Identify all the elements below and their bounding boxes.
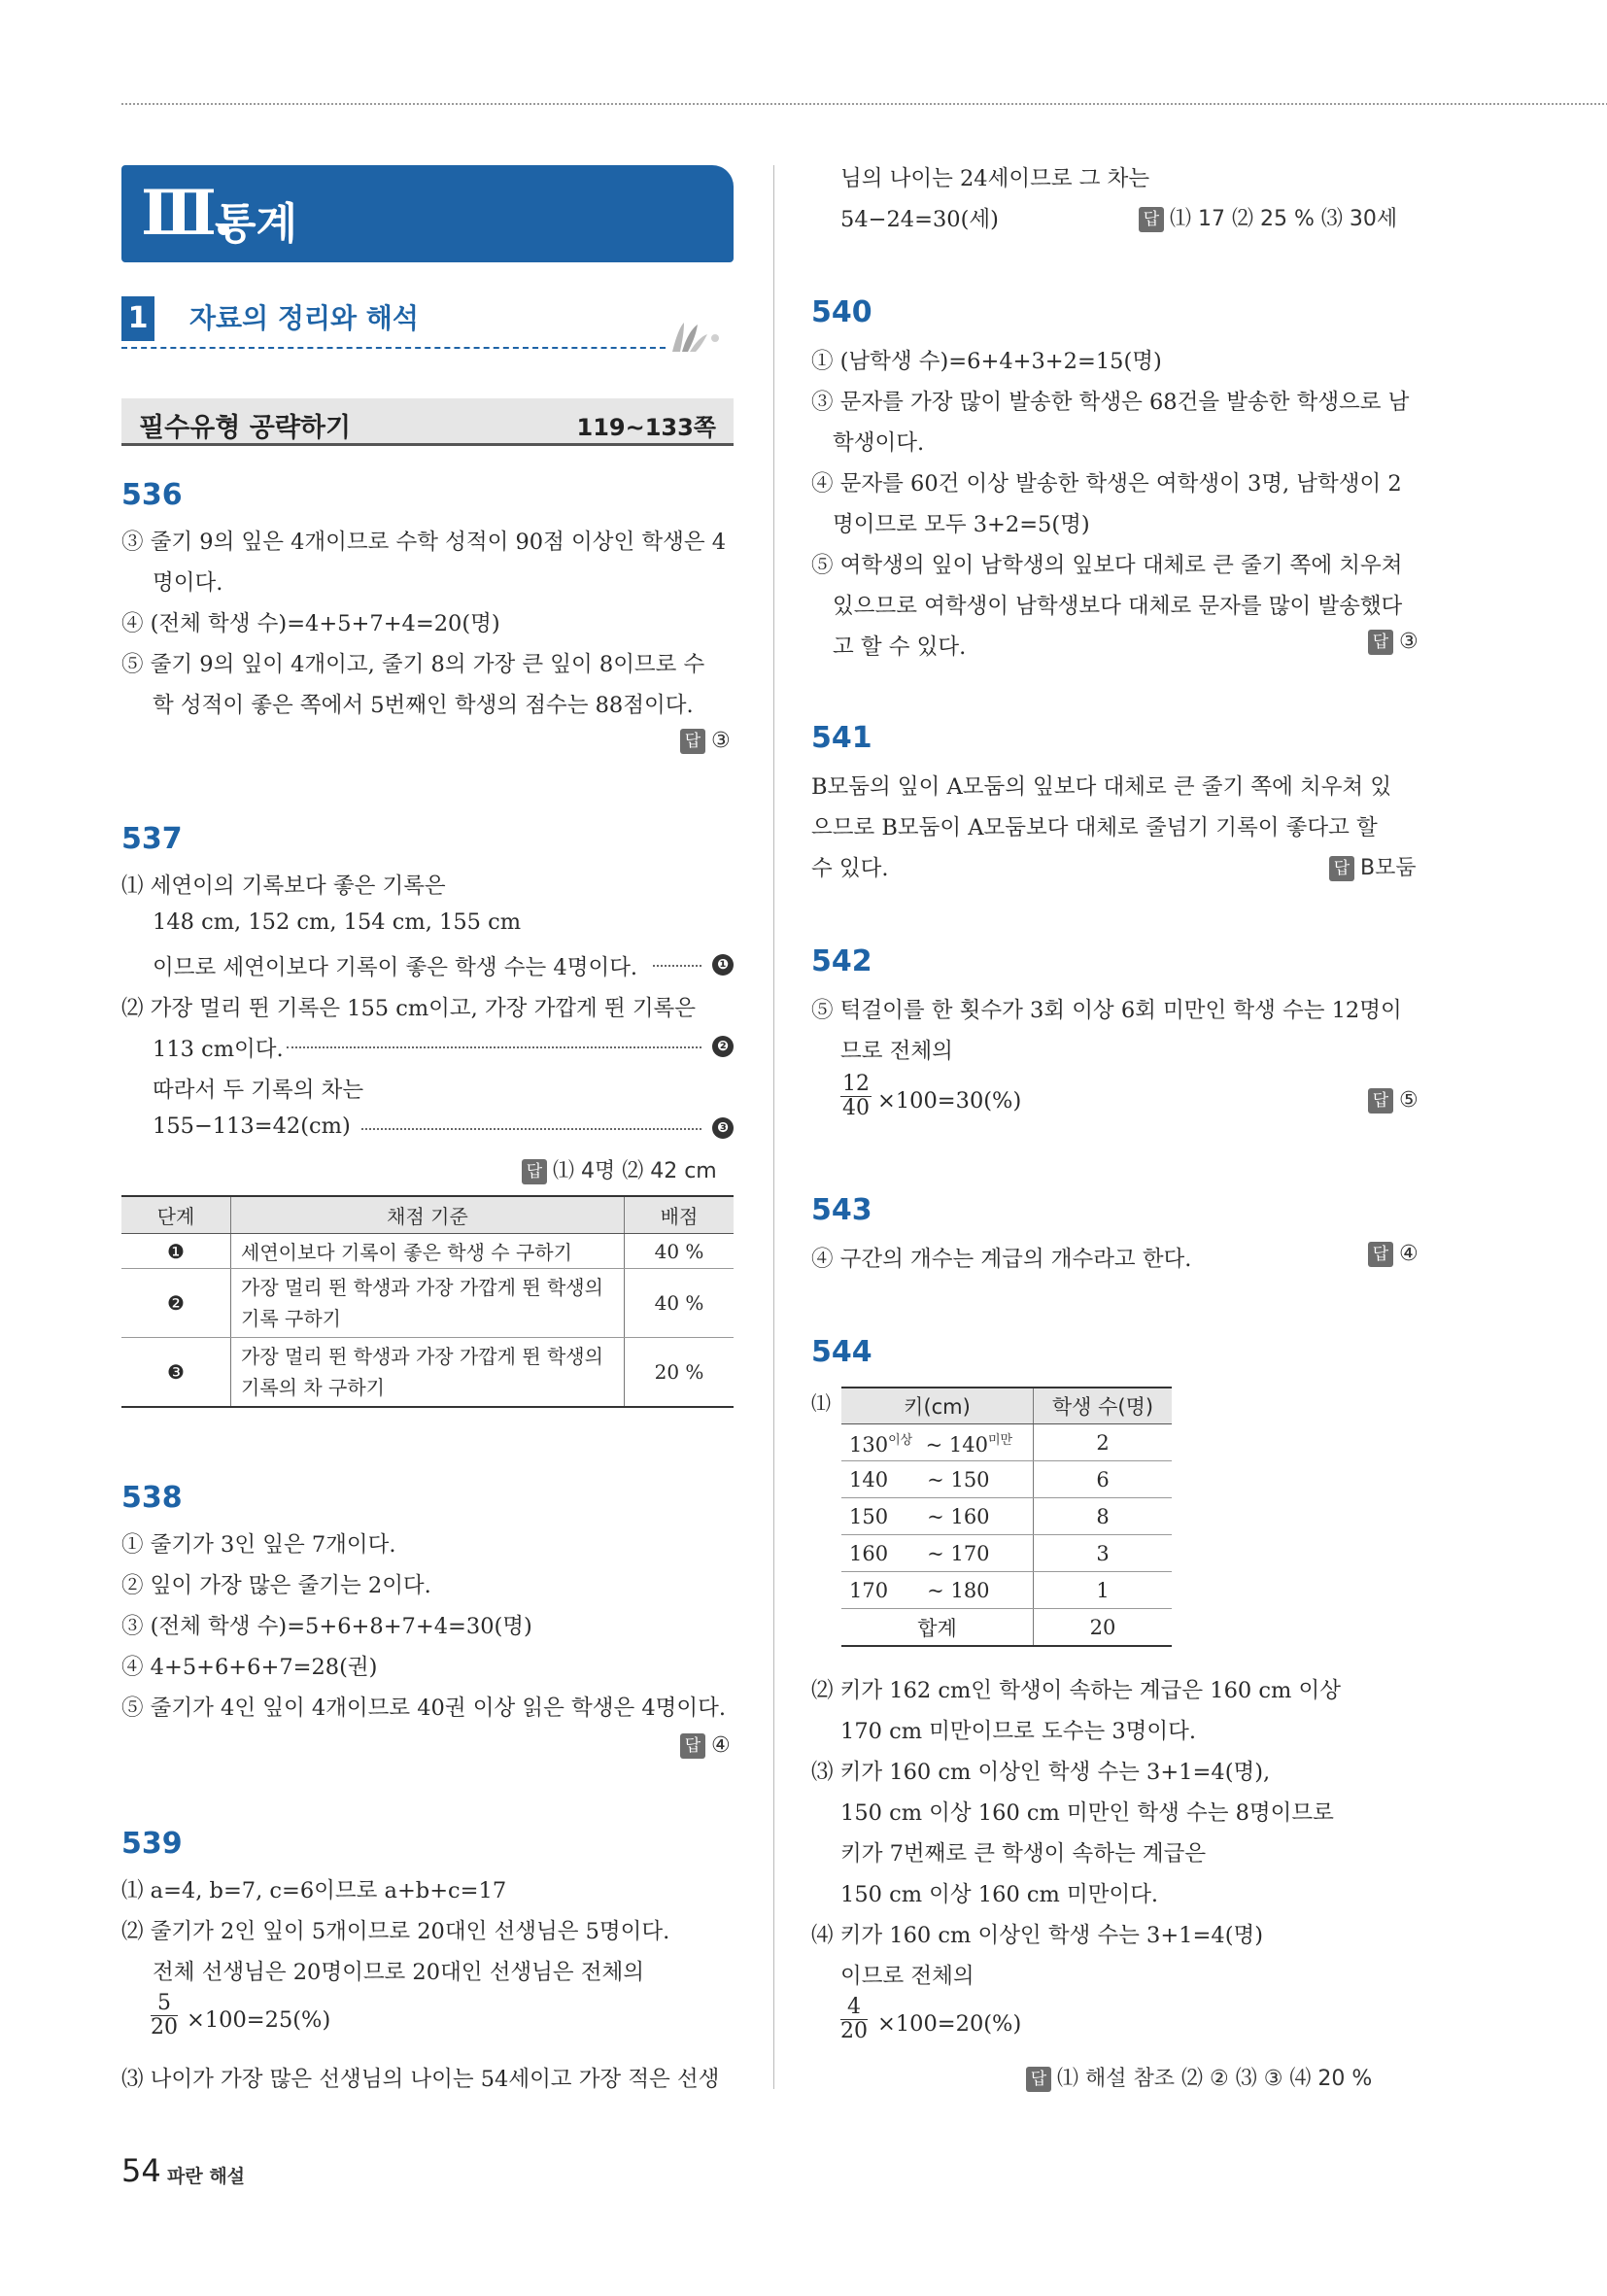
solution-line: ×100=30(%) — [877, 1088, 1022, 1114]
solution-line: 155−113=42(cm) — [153, 1114, 351, 1139]
table-row — [121, 1234, 734, 1269]
table-cell: ❶ — [121, 1234, 231, 1269]
problem-number: 540 — [811, 295, 872, 329]
answer-badge: 답 — [1329, 856, 1354, 881]
table-row — [841, 1535, 1172, 1572]
answer-line: 답 ④ — [680, 1733, 731, 1759]
solution-line: ③ 문자를 가장 많이 발송한 학생은 68건을 발송한 학생으로 남 — [811, 390, 1410, 415]
step-marker: ❶ — [712, 954, 734, 976]
solution-line: ③ 줄기 9의 잎은 4개이므로 수학 성적이 90점 이상인 학생은 4 — [121, 530, 727, 555]
table-cell: 1 — [1034, 1572, 1173, 1609]
solution-line: ① (남학생 수)=6+4+3+2=15(명) — [811, 349, 1162, 374]
solution-line: ⑶ 나이가 가장 많은 선생님의 나이는 54세이고 가장 적은 선생 — [121, 2067, 720, 2092]
solution-line: ⑵ 줄기가 2인 잎이 5개이므로 20대인 선생님은 5명이다. — [121, 1919, 670, 1944]
problem-number: 544 — [811, 1335, 872, 1369]
answer-line: 답 B모둠 — [1329, 851, 1417, 881]
class-interval: $130^{이상}$ ~ $140^{미만}$ — [841, 1424, 1034, 1461]
table-cell: 40 % — [625, 1269, 735, 1338]
solution-line: ② 잎이 가장 많은 줄기는 2이다. — [121, 1573, 431, 1598]
table-header: 배점 — [625, 1196, 735, 1234]
problem-number: 537 — [121, 822, 183, 856]
solution-line: 150 cm 이상 160 cm 미만이다. — [840, 1882, 1159, 1907]
table-cell: 8 — [1034, 1498, 1173, 1535]
solution-line: 므로 전체의 — [840, 1039, 953, 1064]
solution-line: 이므로 세연이보다 기록이 좋은 학생 수는 4명이다. — [153, 955, 638, 980]
sub-label: ⑴ — [811, 1391, 831, 1415]
solution-line: 따라서 두 기록의 차는 — [153, 1078, 364, 1103]
table-cell: 20 % — [625, 1338, 735, 1408]
problem-number: 541 — [811, 721, 872, 755]
table-cell: 2 — [1034, 1424, 1173, 1461]
problem-number: 536 — [121, 478, 183, 512]
problem-number: 542 — [811, 944, 872, 978]
table-cell: 20 — [1034, 1609, 1173, 1647]
total-label: 합계 — [841, 1609, 1034, 1647]
solution-line: ⑴ 세연이의 기록보다 좋은 기록은 — [121, 874, 446, 899]
leaf-decoration-icon — [668, 319, 727, 354]
table-header: 학생 수(명) — [1034, 1388, 1173, 1424]
table-row — [841, 1609, 1172, 1647]
table-cell: 40 % — [625, 1234, 735, 1269]
answer-line: 답 ④ — [1368, 1242, 1419, 1267]
solution-line: ③ (전체 학생 수)=5+6+8+7+4=30(명) — [121, 1614, 532, 1639]
solution-line: 150 cm 이상 160 cm 미만인 학생 수는 8명이므로 — [840, 1800, 1334, 1826]
solution-line: ⑤ 줄기가 4인 잎이 4개이므로 40권 이상 읽은 학생은 4명이다. — [121, 1696, 727, 1721]
table-header: 키(cm) — [841, 1388, 1034, 1424]
frequency-table — [841, 1387, 1172, 1647]
class-interval: 140 ~ 150 — [841, 1461, 1034, 1498]
section-subheader-bar — [121, 398, 734, 446]
answer-badge: 답 — [1368, 1088, 1393, 1114]
solution-line: ⑤ 턱걸이를 한 횟수가 3회 이상 6회 미만인 학생 수는 12명이 — [811, 998, 1402, 1023]
table-row — [121, 1338, 734, 1408]
table-row — [841, 1498, 1172, 1535]
solution-line: ×100=25(%) — [187, 2007, 331, 2033]
section-underline — [121, 347, 666, 349]
answer-badge: 답 — [1368, 630, 1393, 655]
solution-line: 있으므로 여학생이 남학생보다 대체로 문자를 많이 발송했다 — [833, 594, 1403, 619]
solution-line: ④ (전체 학생 수)=4+5+7+4=20(명) — [121, 611, 500, 636]
problem-number: 543 — [811, 1193, 872, 1227]
table-header: 단계 — [121, 1196, 231, 1234]
solution-line: ⑴ a=4, b=7, c=6이므로 a+b+c=17 — [121, 1878, 507, 1903]
table-cell: ❸ — [121, 1338, 231, 1408]
problem-number: 538 — [121, 1481, 183, 1515]
answer-line: 답 ⑴ 해설 참조 ⑵ ② ⑶ ③ ⑷ 20 % — [1026, 2062, 1372, 2092]
table-cell: 6 — [1034, 1461, 1173, 1498]
answer-line: 답 ③ — [1368, 630, 1419, 655]
chapter-number: Ⅲ. — [141, 177, 231, 250]
solution-line: ⑤ 여학생의 잎이 남학생의 잎보다 대체로 큰 줄기 쪽에 치우쳐 — [811, 553, 1403, 578]
dotted-leader — [361, 1128, 701, 1130]
table-row — [841, 1424, 1172, 1461]
solution-line: 170 cm 미만이므로 도수는 3명이다. — [840, 1719, 1197, 1744]
table-cell: ❷ — [121, 1269, 231, 1338]
table-cell: 가장 멀리 뛴 학생과 가장 가깝게 뛴 학생의 기록의 차 구하기 — [231, 1338, 625, 1408]
solution-line: ① 줄기가 3인 잎은 7개이다. — [121, 1532, 396, 1558]
dotted-leader — [653, 965, 701, 967]
solution-line: ⑶ 키가 160 cm 이상인 학생 수는 3+1=4(명), — [811, 1760, 1271, 1785]
section-number: 1 — [121, 296, 154, 341]
solution-line: ⑤ 줄기 9의 잎이 4개이고, 줄기 8의 가장 큰 잎이 8이므로 수 — [121, 652, 705, 677]
fraction: $\frac{4}{20}$ — [840, 1995, 868, 2043]
step-marker: ❷ — [712, 1036, 734, 1057]
solution-line: 님의 나이는 24세이므로 그 차는 — [840, 166, 1150, 191]
solution-line: ⑵ 키가 162 cm인 학생이 속하는 계급은 160 cm 이상 — [811, 1678, 1341, 1703]
solution-line: ④ 4+5+6+6+7=28(권) — [121, 1655, 378, 1680]
fraction: $\frac{12}{40}$ — [842, 1072, 870, 1120]
chapter-title: 통계 — [215, 199, 298, 249]
grading-table — [121, 1195, 734, 1408]
subheader-title: 필수유형 공략하기 — [139, 413, 352, 443]
table-row — [841, 1461, 1172, 1498]
solution-line: 고 할 수 있다. — [833, 634, 967, 660]
solution-line: ④ 문자를 60건 이상 발송한 학생은 여학생이 3명, 남학생이 2 — [811, 471, 1402, 497]
section-title: 자료의 정리와 해석 — [189, 302, 419, 334]
answer-line: 답 ⑤ — [1368, 1088, 1419, 1114]
table-header: 채점 기준 — [231, 1196, 625, 1234]
answer-badge: 답 — [1139, 207, 1164, 232]
step-marker: ❸ — [712, 1117, 734, 1139]
table-row — [841, 1572, 1172, 1609]
solution-line: ×100=20(%) — [877, 2011, 1022, 2037]
answer-badge: 답 — [1368, 1242, 1393, 1267]
answer-line: 답 ⑴ 17 ⑵ 25 % ⑶ 30세 — [1139, 202, 1397, 232]
solution-line: B모둠의 잎이 A모둠의 잎보다 대체로 큰 줄기 쪽에 치우쳐 있 — [811, 774, 1392, 800]
solution-line: 명이므로 모두 3+2=5(명) — [833, 512, 1090, 537]
class-interval: 170 ~ 180 — [841, 1572, 1034, 1609]
solution-line: 전체 선생님은 20명이므로 20대인 선생님은 전체의 — [153, 1960, 644, 1985]
answer-badge: 답 — [680, 1733, 705, 1759]
solution-line: 54−24=30(세) — [840, 207, 999, 232]
solution-line: 으므로 B모둠이 A모둠보다 대체로 줄넘기 기록이 좋다고 할 — [811, 815, 1378, 840]
table-cell: 세연이보다 기록이 좋은 학생 수 구하기 — [231, 1234, 625, 1269]
solution-line: 148 cm, 152 cm, 154 cm, 155 cm — [153, 909, 522, 935]
class-interval: 150 ~ 160 — [841, 1498, 1034, 1535]
chapter-banner — [121, 165, 734, 262]
solution-line: 명이다. — [153, 570, 223, 596]
solution-line: ⑵ 가장 멀리 뛴 기록은 155 cm이고, 가장 가깝게 뛴 기록은 — [121, 996, 697, 1021]
solution-line: ⑷ 키가 160 cm 이상인 학생 수는 3+1=4(명) — [811, 1923, 1264, 1948]
answer-line: 답 ③ — [680, 729, 731, 754]
answer-badge: 답 — [680, 729, 705, 754]
solution-line: 학생이다. — [833, 430, 925, 456]
table-cell: 3 — [1034, 1535, 1173, 1572]
page-number: 54 — [121, 2152, 161, 2189]
table-row — [121, 1269, 734, 1338]
class-interval: 160 ~ 170 — [841, 1535, 1034, 1572]
solution-line: 이므로 전체의 — [840, 1964, 974, 1989]
solution-line: 113 cm이다. — [153, 1037, 284, 1062]
answer-badge: 답 — [522, 1159, 547, 1184]
dotted-leader — [287, 1046, 701, 1048]
answer-badge: 답 — [1026, 2067, 1051, 2092]
solution-line: 키가 7번째로 큰 학생이 속하는 계급은 — [840, 1841, 1207, 1867]
solution-line: 수 있다. — [811, 856, 889, 881]
fraction: $\frac{5}{20}$ — [151, 1991, 178, 2039]
subheader-pages: 119~133쪽 — [576, 414, 716, 441]
table-cell: 가장 멀리 뛴 학생과 가장 가깝게 뛴 학생의 기록 구하기 — [231, 1269, 625, 1338]
solution-line: ④ 구간의 개수는 계급의 개수라고 한다. — [811, 1247, 1192, 1272]
answer-line: 답 ⑴ 4명 ⑵ 42 cm — [522, 1154, 717, 1184]
column-divider — [773, 165, 774, 2089]
solution-line: 학 성적이 좋은 쪽에서 5번째인 학생의 점수는 88점이다. — [153, 693, 694, 718]
problem-number: 539 — [121, 1827, 183, 1861]
top-dotted-rule — [121, 103, 1607, 105]
footer-label: 파란 해설 — [167, 2166, 246, 2187]
